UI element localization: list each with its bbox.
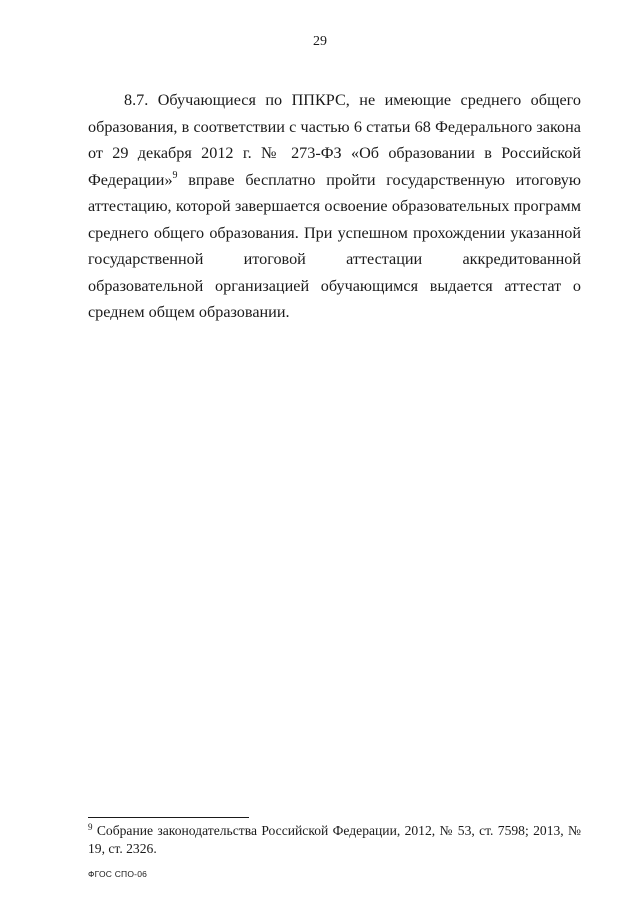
footnote-marker: 9 [88, 822, 93, 832]
footnote-reference: 9 [172, 169, 178, 181]
page-number: 29 [313, 34, 327, 49]
main-paragraph [88, 87, 581, 326]
paragraph-text-after: вправе бесплатно пройти государственную итоговую аттестацию, которой завершается освоение образовательных программ среднего общего образования. При успешном прохождении указанной государственной итоговой аттестации аккредитованной образовательной организацией обучающимся выдается аттестат о среднем общем образовании. [88, 170, 581, 321]
footnote [88, 822, 581, 858]
document-code: ФГОС СПО-06 [88, 869, 148, 879]
paragraph-text-before: 8.7. Обучающиеся по ППКРС, не имеющие среднего общего образования, в соответствии с частью 6 статьи 68 Федерального закона от 29 декабря 2012 г. № 273-ФЗ «Об образовании в Российской Федерации» [88, 91, 581, 189]
footnote-text: Собрание законодательства Российской Федерации, 2012, № 53, ст. 7598; 2013, № 19, ст. 2326. [88, 823, 581, 856]
footnote-separator [88, 817, 249, 818]
